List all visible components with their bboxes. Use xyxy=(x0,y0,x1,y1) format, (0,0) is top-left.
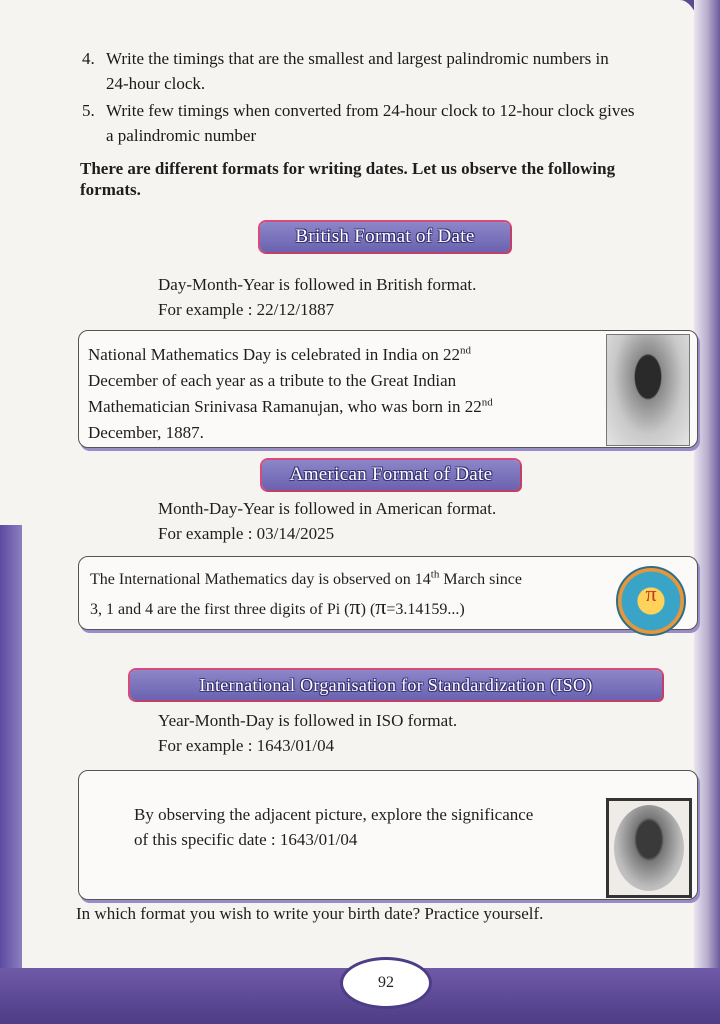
box-text-line: December of each year as a tribute to the Great Indian xyxy=(88,371,457,390)
box-text-line: ) ( xyxy=(360,601,376,618)
iso-rule: Year-Month-Day is followed in ISO format. xyxy=(158,711,458,730)
list-number: 4. xyxy=(82,49,95,68)
british-rule: Day-Month-Year is followed in British format. xyxy=(158,275,477,294)
iso-description xyxy=(158,708,638,758)
ordinal-suffix: nd xyxy=(460,344,471,357)
list-item-text: Write the timings that are the smallest and largest palindromic numbers in xyxy=(106,49,609,68)
box-text-line: March since xyxy=(439,571,522,588)
american-format-heading: American Format of Date xyxy=(262,460,520,490)
box-text-line: =3.14159...) xyxy=(386,601,465,618)
list-item-4 xyxy=(82,46,682,96)
pi-day-info-text xyxy=(90,566,600,623)
ordinal-suffix: th xyxy=(430,568,440,581)
page-number: 92 xyxy=(340,957,432,1009)
american-description xyxy=(158,496,638,546)
intro-paragraph xyxy=(80,158,700,200)
box-text-line: By observing the adjacent picture, explore the significance xyxy=(134,805,534,824)
ramanujan-info-text xyxy=(88,342,588,446)
closing-question: In which format you wish to write your birth date? Practice yourself. xyxy=(76,904,544,923)
american-example: For example : 03/14/2025 xyxy=(158,524,335,543)
box-text-line: 3, 1 and 4 are the first three digits of Pi ( xyxy=(90,601,350,618)
box-text-line: of this specific date : 1643/01/04 xyxy=(134,830,358,849)
pi-symbol: π xyxy=(349,594,361,619)
ordinal-suffix: nd xyxy=(481,396,493,409)
box-text-line: National Mathematics Day is celebrated in India on 22 xyxy=(88,345,460,364)
ramanujan-portrait xyxy=(606,334,690,446)
list-item-text: a palindromic number xyxy=(106,126,257,145)
british-format-heading: British Format of Date xyxy=(260,222,510,252)
box-text-line: The International Mathematics day is observed on 14 xyxy=(90,571,431,588)
british-example: For example : 22/12/1887 xyxy=(158,300,335,319)
international-mathematics-day-emblem-icon: π xyxy=(616,566,686,636)
box-text-line: December, 1887. xyxy=(88,423,204,442)
british-description xyxy=(158,272,638,322)
list-item-5 xyxy=(82,98,692,148)
newton-info-text xyxy=(134,802,594,852)
list-number: 5. xyxy=(82,101,95,120)
left-decorative-band xyxy=(0,525,22,975)
list-item-text: 24-hour clock. xyxy=(106,74,206,93)
list-item-text: Write few timings when converted from 24-hour clock to 12-hour clock gives xyxy=(106,101,635,120)
portrait-oval xyxy=(614,805,684,891)
intro-line: formats. xyxy=(80,180,141,199)
newton-portrait xyxy=(606,798,692,898)
iso-format-heading: International Organisation for Standardization (ISO) xyxy=(130,670,662,700)
box-text-line: Mathematician Srinivasa Ramanujan, who was born in 22 xyxy=(88,397,482,416)
iso-example: For example : 1643/01/04 xyxy=(158,736,335,755)
intro-line: There are different formats for writing dates. Let us observe the following xyxy=(80,159,616,178)
american-rule: Month-Day-Year is followed in American format. xyxy=(158,499,497,518)
pi-symbol: π xyxy=(375,594,387,619)
